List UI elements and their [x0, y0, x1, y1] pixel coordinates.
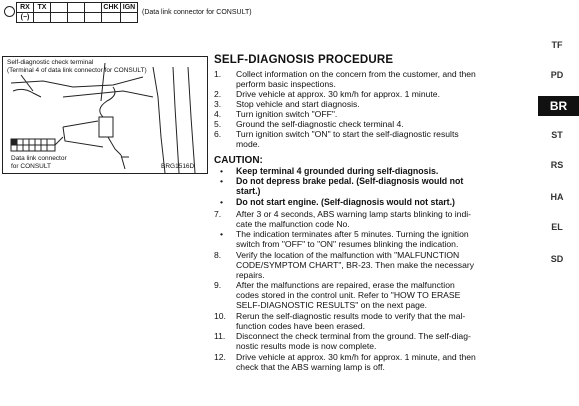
step-line: cate the malfunction code No.	[236, 219, 350, 229]
step-line: nostic results mode is now complete.	[236, 341, 377, 352]
step-line: codes stored in the control unit. Refer to "HOW TO ERASE	[236, 290, 461, 301]
step-number: 3.	[214, 99, 222, 109]
step-text	[236, 99, 552, 109]
step-number: 5.	[214, 119, 222, 129]
caution-line: Do not start engine. (Self-diagnosis would not start.)	[236, 196, 455, 207]
connector-caption: (Data link connector for CONSULT)	[142, 9, 252, 16]
step-text	[236, 209, 552, 229]
step-line: repairs.	[236, 269, 265, 280]
step-text	[236, 109, 552, 119]
connector-cell: (−)	[17, 13, 34, 23]
step-text	[236, 129, 552, 149]
data-link-connector-table	[16, 2, 253, 23]
step-line: Drive vehicle at approx. 30 km/h for approx. 1 minute, and then	[236, 351, 476, 362]
step-line: mode.	[236, 139, 260, 149]
check-terminal-label: Self-diagnostic check terminal	[7, 59, 94, 66]
step-number: 10.	[214, 311, 226, 321]
connector-cell	[102, 13, 121, 23]
caution-number: •	[220, 196, 224, 207]
step-line: After 3 or 4 seconds, ABS warning lamp starts blinking to indi-	[236, 209, 472, 219]
connector-row-1	[17, 3, 253, 13]
step-line: Verify the location of the malfunction with "MALFUNCTION	[236, 249, 460, 260]
connector-cell	[121, 13, 138, 23]
caution-number: •	[220, 166, 224, 176]
step-line: CODE/SYMPTOM CHART", BR-23. Then make the necessary	[236, 259, 475, 270]
caution-text	[236, 176, 552, 196]
section-tab-tf[interactable]: TF	[551, 40, 563, 50]
connector-cell	[51, 13, 68, 23]
step-line: After the malfunctions are repaired, erase the malfunction	[236, 280, 455, 291]
step-number: 12.	[214, 351, 226, 362]
step-line: Rerun the self-diagnostic results mode to verify that the mal-	[236, 311, 466, 321]
procedure-title: SELF-DIAGNOSIS PROCEDURE	[214, 54, 394, 66]
step-line: Turn ignition switch "OFF".	[236, 109, 338, 119]
step-line: Drive vehicle at approx. 30 km/h for approx. 1 minute.	[236, 89, 440, 99]
step-line: Ground the self-diagnostic check terminal 4.	[236, 119, 404, 129]
connector-cell: TX	[34, 3, 51, 13]
section-tab-sd[interactable]: SD	[550, 254, 564, 264]
step-line: Stop vehicle and start diagnosis.	[236, 99, 360, 109]
dlc-label-line1: Data link connector	[11, 155, 67, 162]
caution-text	[236, 166, 552, 176]
caution-line: start.)	[236, 186, 261, 197]
step-text	[236, 119, 552, 129]
step-line: SELF-DIAGNOSTIC RESULTS" on the next page.	[236, 300, 428, 311]
step-number: 7.	[214, 209, 222, 219]
connector-cell: RX	[17, 3, 34, 13]
connector-cell	[34, 13, 51, 23]
caution-text	[236, 197, 552, 207]
step-text	[236, 311, 552, 331]
caution-line: Do not depress brake pedal. (Self-diagnosis would not	[236, 176, 464, 187]
section-tab-el[interactable]: EL	[551, 222, 563, 232]
connector-cell	[68, 13, 85, 23]
connector-location-diagram	[2, 56, 208, 174]
connector-cell: IGN	[121, 3, 138, 13]
caution-title: CAUTION:	[214, 155, 263, 166]
caution-line: Keep terminal 4 grounded during self-diagnosis.	[236, 166, 439, 176]
step-line: switch from "OFF" to "ON" resumes blinking the indication.	[236, 239, 459, 250]
connector-cell	[85, 3, 102, 13]
figure-code: BRG1516D	[161, 163, 195, 170]
section-tab-pd[interactable]: PD	[550, 70, 564, 80]
step-text	[236, 280, 552, 310]
connector-cell: CHK	[103, 4, 119, 11]
section-tab-rs[interactable]: RS	[550, 160, 564, 170]
connector-cell	[51, 3, 68, 13]
caution-number: •	[220, 176, 224, 187]
terminal-4-label: (Terminal 4 of data link connector for CONSULT)	[7, 67, 147, 74]
step-text	[236, 229, 552, 249]
step-number: 1.	[214, 69, 222, 79]
step-line: perform basic inspections.	[236, 79, 336, 89]
step-line: Disconnect the check terminal from the ground. The self-diag-	[236, 331, 471, 342]
section-tab-br[interactable]: BR	[538, 96, 579, 116]
connector-cell	[85, 13, 102, 23]
step-line: The indication terminates after 5 minutes. Turning the ignition	[236, 229, 469, 240]
step-line: function codes have been erased.	[236, 321, 365, 331]
section-tab-ha[interactable]: HA	[550, 192, 564, 202]
step-line: Collect information on the concern from the customer, and then	[236, 69, 476, 79]
step-line: check that the ABS warning lamp is off.	[236, 361, 385, 372]
step-number: 9.	[214, 280, 222, 291]
step-text	[236, 250, 552, 280]
connector-cell	[68, 3, 85, 13]
step-number: 11.	[214, 331, 226, 342]
step-text	[236, 352, 552, 372]
step-number: 4.	[214, 109, 222, 119]
step-line: Turn ignition switch "ON" to start the self-diagnostic results	[236, 129, 459, 139]
step-number: 8.	[214, 249, 222, 260]
step-text	[236, 331, 552, 351]
step-number: 2.	[214, 89, 222, 99]
step-text	[236, 89, 552, 99]
step-number: •	[220, 229, 224, 240]
step-number: 6.	[214, 129, 222, 139]
dlc-label-line2: for CONSULT	[11, 163, 51, 170]
section-tab-st[interactable]: ST	[551, 130, 563, 140]
connector-circle-icon	[4, 6, 15, 17]
step-text	[236, 69, 552, 89]
